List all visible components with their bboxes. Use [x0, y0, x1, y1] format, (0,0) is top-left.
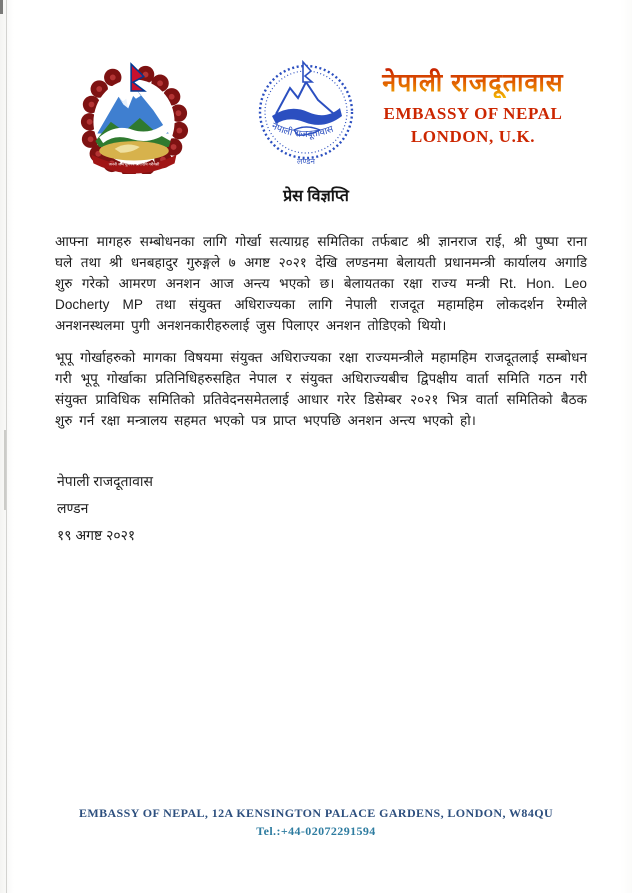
signature-city: लण्डन: [57, 500, 89, 516]
seal-curved-text: नेपाली राजदूतावास: [269, 120, 335, 141]
signature-date: १९ अगष्ट २०२१: [57, 527, 136, 543]
body-paragraph-2: भूपू गोर्खाहरुको मागका विषयमा संयुक्त अधिराज्यका रक्षा राज्यमन्त्रीले महामहिम राजदूतलाई सम्बोधन गरी भूपू गोर्खाका प्रतिनिधिहरुसहित नेपाल र संयुक्त अधिराज्यबीच द्विपक्षीय वार्ता समिति गठन गरी संयुक्त प्राविधिक समितिको प्रतिवेदनसमेतलाई आधार गरेर डिसेम्बर २०२१ भित्र वार्ता समितिको बैठक शुरु गर्न रक्षा मन्त्रालय सहमत भएको पत्र प्राप्त भएपछि अनशन अन्त्य भएको हो।: [55, 350, 587, 428]
embassy-header-text: [362, 68, 584, 147]
org-name-nepali: नेपाली राजदूतावास: [362, 68, 584, 98]
scan-artifact: [0, 0, 3, 14]
signature-org: नेपाली राजदूतावास: [57, 473, 154, 489]
nepal-coat-of-arms-icon: [76, 62, 192, 174]
org-location: LONDON, U.K.: [410, 127, 536, 146]
embassy-seal-icon: [250, 58, 362, 176]
press-release-title: प्रेस विज्ञप्ति: [283, 188, 349, 205]
letterhead-footer: [0, 806, 632, 839]
scan-artifact: [4, 430, 6, 510]
seal-subtext: लण्डन: [297, 157, 315, 166]
footer-address: EMBASSY OF NEPAL, 12A KENSINGTON PALACE GARDENS, LONDON, W84QU: [78, 806, 554, 820]
org-name-english: EMBASSY OF NEPAL: [383, 104, 563, 123]
body-paragraph-1: आफ्ना मागहरु सम्बोधनका लागि गोर्खा सत्याग्रह समितिका तर्फबाट श्री ज्ञानराज राई, श्री पुष्पा राना घले तथा श्री धनबहादुर गुरुङ्गले ७ अगष्ट २०२१ देखि लण्डनमा बेलायती प्रधानमन्त्री कार्यालय अगाडि शुरु गरेको आमरण अनशन आज अन्त्य भएको छ। बेलायतका रक्षा राज्य मन्त्री Rt. Hon. Leo Docherty MP तथा संयुक्त अधिराज्यका लागि नेपाली राजदूत महामहिम लोकदर्शन रेग्मीले अनशनस्थलमा पुगी अनशनकारीहरुलाई जुस पिलाएर अनशन तोडिएको थियो।: [55, 234, 587, 333]
scan-edge-line: [6, 0, 7, 893]
footer-telephone: Tel.:+44-02072291594: [256, 824, 376, 838]
coat-of-arms-motto: जननी जन्मभूमिश्च स्वर्गादपि गरीयसी: [108, 162, 160, 167]
nepal-coat-of-arms-svg: [76, 62, 192, 174]
signature-block: [57, 468, 153, 549]
embassy-seal-svg: [250, 58, 362, 176]
